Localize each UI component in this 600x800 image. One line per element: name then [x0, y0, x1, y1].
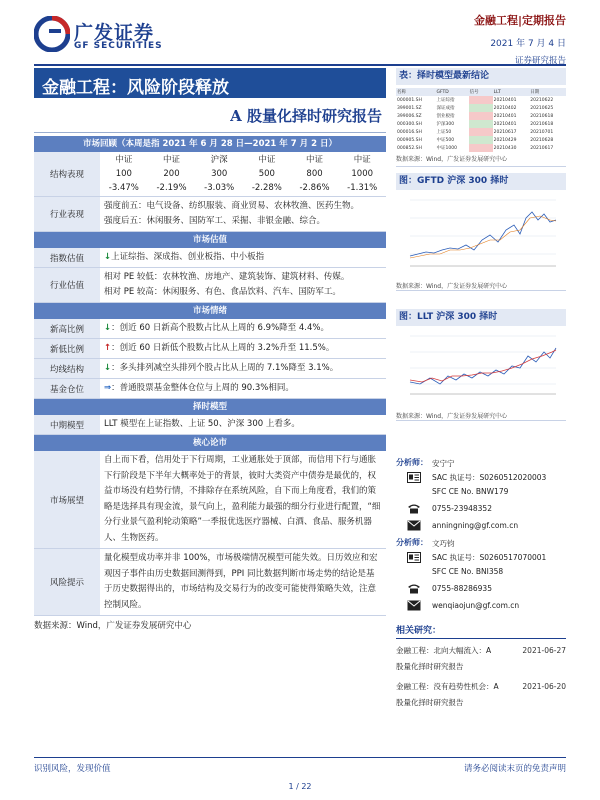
index-values-cell: -3.47% — [108, 183, 139, 193]
phone-icon — [396, 582, 432, 594]
index-values-cell: -3.03% — [204, 183, 235, 193]
risk-row — [34, 549, 386, 616]
outlook-label: 市场展望 — [34, 451, 100, 548]
analyst-phone: 0755-23948352 — [432, 504, 492, 513]
sentiment-content — [100, 359, 386, 378]
related-date: 2021-06-27 — [522, 646, 566, 655]
id-card-icon — [396, 471, 432, 483]
sentiment-row — [34, 319, 386, 339]
analyst-phone-row — [396, 582, 566, 596]
structure-row — [34, 152, 386, 197]
sidebar-column — [396, 68, 566, 711]
timing-row — [34, 415, 386, 435]
index-codes-cell: 800 — [306, 169, 323, 179]
timing-table-cell — [469, 136, 493, 144]
index-codes-cell: 100 — [115, 169, 132, 179]
llt-chart — [396, 326, 566, 406]
index-table — [100, 152, 386, 196]
core-view-bar: 核心论市 — [34, 435, 386, 451]
sentiment-content — [100, 339, 386, 358]
timing-table-cell: 20210402 — [493, 105, 517, 111]
timing-table-cell — [469, 120, 493, 128]
sentiment-content — [100, 379, 386, 398]
sentiment-content — [100, 319, 386, 338]
index-values-row — [100, 181, 386, 195]
footer-disclaimer: 请务必阅读末页的免责声明 — [463, 764, 566, 774]
industry-back: 强度后五：休闲服务、国防军工、采掘、非银金融、综合。 — [104, 216, 326, 226]
report-title: 金融工程：风险阶段释放 — [34, 68, 386, 98]
logo-cn-text: 广发证券 — [74, 22, 155, 44]
timing-table-cell: 中证500 — [436, 138, 455, 143]
analyst-phone-row — [396, 502, 566, 516]
analyst-name: 安宁宁 — [432, 459, 455, 468]
sentiment-text: ：多头排列减空头排列个股占比从上周的 7.1%降至 3.1%。 — [111, 363, 339, 373]
timing-text: LLT 模型在上证指数、上证 50、沪深 300 上看多。 — [104, 419, 300, 429]
analyst-sac: SAC 执证号：S0260512020003 — [432, 473, 547, 482]
timing-table-cell: GFTD — [436, 88, 469, 96]
gftd-chart-title: 图：GFTD 沪深 300 择时 — [396, 173, 566, 190]
analyst-name-row — [396, 457, 566, 471]
timing-table-cell — [469, 128, 493, 136]
related-item-line — [396, 643, 566, 659]
down-arrow-icon: ↓ — [104, 252, 112, 262]
gf-logo-icon — [34, 16, 70, 52]
timing-bar: 择时模型 — [34, 399, 386, 415]
llt-signal-line — [410, 350, 556, 382]
sentiment-label: 基金仓位 — [34, 379, 100, 398]
index-names-cell: 中证 — [353, 155, 371, 165]
timing-table-cell: 创业板指 — [436, 114, 455, 119]
timing-table-row — [396, 120, 566, 128]
sentiment-label: 新低比例 — [34, 339, 100, 358]
timing-table-cell: 000016.SH — [397, 129, 422, 135]
analyst-sfc: SFC CE No. BNW179 — [432, 487, 509, 496]
sentiment-bar: 市场情绪 — [34, 303, 386, 319]
risk-text: 量化模型成功率并非 100%，市场极端情况模型可能失效。日历效应和宏观因子事件由历史数据回测得到，PPI 同比数据判断市场走势的结论是基于历史数据得出的，市场结构及交易行为的改变可能使得策略失效，注意控制风险。 — [104, 553, 378, 610]
email-icon — [396, 599, 432, 611]
index-names-cell: 中证 — [115, 155, 133, 165]
industry-row — [34, 197, 386, 232]
timing-table-cell — [469, 96, 493, 104]
timing-table-cell: 20210401 — [493, 97, 517, 103]
summary-column — [34, 68, 386, 631]
timing-table-cell: 沪深300 — [436, 122, 455, 127]
index-names-cell: 中证 — [163, 155, 181, 165]
sentiment-row — [34, 339, 386, 359]
timing-table-cell: 399001.SZ — [397, 105, 422, 111]
timing-table-cell: LLT — [493, 88, 530, 96]
sentiment-text: ：创近 60 日新高个股数占比从上周的 6.9%降至 4.4%。 — [111, 323, 329, 333]
related-subtitle: 股量化择时研究报告 — [396, 698, 464, 707]
timing-table-cell: 上证50 — [436, 130, 452, 135]
related-date: 2021-06-20 — [522, 682, 566, 691]
analyst-cert — [432, 471, 566, 499]
llt-price-line — [410, 348, 556, 384]
phone-icon — [396, 502, 432, 514]
timing-table-cell: 信号 — [469, 88, 493, 96]
report-date: 2021 年 7 月 4 日 — [490, 39, 566, 49]
left-source: 数据来源：Wind，广发证券发展研究中心 — [34, 621, 192, 631]
timing-table-cell: 20210430 — [493, 145, 517, 151]
header-meta — [474, 12, 566, 66]
timing-table-cell: 名称 — [396, 88, 436, 96]
analyst-phone: 0755-88286935 — [432, 584, 492, 593]
index-names-cell: 中证 — [306, 155, 324, 165]
timing-table-cell: 20210617 — [493, 129, 517, 135]
related-research-heading: 相关研究： — [396, 623, 566, 639]
timing-table-cell: 20210628 — [530, 137, 554, 143]
sentiment-label: 均线结构 — [34, 359, 100, 378]
analyst-sac-row — [396, 471, 566, 499]
timing-table-cell: 20210622 — [530, 97, 554, 103]
timing-table-cell: 20210618 — [530, 121, 554, 127]
pe-low-text: 相对 PE 较低：农林牧渔、房地产、建筑装饰、建筑材料、传媒。 — [104, 272, 350, 282]
right-arrow-icon: ⇒ — [104, 383, 112, 393]
timing-table-cell: 399006.SZ — [397, 113, 422, 119]
industry-front: 强度前五：电气设备、纺织服装、商业贸易、农林牧渔、医药生物。 — [104, 201, 360, 211]
index-codes-row — [100, 167, 386, 181]
structure-label: 结构表现 — [34, 152, 100, 196]
footer-divider — [34, 757, 566, 758]
risk-label: 风险提示 — [34, 549, 100, 615]
timing-table-row — [396, 104, 566, 112]
index-codes-cell: 500 — [258, 169, 275, 179]
report-section: 证券研究报告 — [514, 56, 566, 66]
industry-valuation-row — [34, 268, 386, 303]
timing-table-cell: 日期 — [529, 88, 566, 96]
analyst-name-row — [396, 537, 566, 551]
analyst-sac: SAC 执证号：S0260517070001 — [432, 553, 547, 562]
timing-table-cell — [469, 104, 493, 112]
gftd-chart-source: 数据来源：Wind，广发证券发展研究中心 — [396, 283, 508, 290]
timing-table-cell: 20210625 — [530, 105, 554, 111]
analyst-block — [396, 457, 566, 613]
analyst-card — [396, 457, 566, 533]
logo-en-text: GF SECURITIES — [74, 41, 163, 51]
analyst-email: wenqiaojun@gf.com.cn — [432, 601, 520, 610]
llt-chart-title: 图：LLT 沪深 300 择时 — [396, 309, 566, 326]
index-codes-cell: 300 — [211, 169, 228, 179]
page-number: 1 / 22 — [288, 782, 312, 791]
index-codes-cell: 1000 — [351, 169, 374, 179]
index-names-row — [100, 153, 386, 167]
timing-label: 中期模型 — [34, 415, 100, 434]
index-values-cell: -2.19% — [156, 183, 187, 193]
market-review-bar: 市场回顾（本周是指 2021 年 6 月 28 日—2021 年 7 月 2 日） — [34, 136, 386, 152]
timing-table-cell: 中证1000 — [436, 146, 457, 151]
outlook-text: 自上而下看，信用处于下行周期，工业通胀处于顶部，而信用下行与通胀下行阶段是下半年大概率处于的背景，彼时大类资产中债券是最优的，权益市场没有趋势行情，不排除存在系统风险，自下而上角度看，我们的策略是选择具有现金流，景气向上，盈利能力最强的细分行业进行配置，“细分行业景气盈利轮动策略”一季报优选医疗器械、白酒、食品、服务机器人、生物医药。 — [104, 455, 381, 543]
timing-table-source: 数据来源：Wind，广发证券发展研究中心 — [396, 156, 508, 163]
index-names-cell: 中证 — [258, 155, 276, 165]
index-valuation-label: 指数估值 — [34, 248, 100, 267]
timing-table-cell: 20210401 — [493, 113, 517, 119]
timing-table-cell: 000001.SH — [397, 97, 422, 103]
footer-slogan: 识别风险，发现价值 — [34, 764, 111, 774]
related-item — [396, 679, 566, 711]
timing-table-cell: 20210617 — [530, 145, 554, 151]
index-values-cell: -2.28% — [251, 183, 282, 193]
analyst-name: 文巧钧 — [432, 539, 455, 548]
header-divider — [34, 64, 566, 66]
industry-valuation-label: 行业估值 — [34, 268, 100, 302]
sentiment-row — [34, 379, 386, 399]
down-arrow-icon: ↓ — [104, 323, 112, 333]
analyst-card — [396, 537, 566, 613]
timing-table-cell: 深证成指 — [436, 106, 455, 111]
timing-table-cell: 20210401 — [493, 121, 517, 127]
down-arrow-icon: ↓ — [104, 363, 112, 373]
timing-table-row — [396, 112, 566, 120]
email-icon — [396, 519, 432, 531]
llt-chart-box — [396, 326, 566, 421]
index-valuation-text: 上证综指、深成指、创业板指、中小板指 — [111, 252, 265, 262]
timing-table-cell: 000905.SH — [397, 137, 422, 143]
timing-table-row — [396, 96, 566, 104]
sentiment-text: ：创近 60 日新低个股数占比从上周的 3.2%升至 11.5%。 — [111, 343, 335, 353]
sentiment-row — [34, 359, 386, 379]
timing-table-cell: 20210618 — [530, 113, 554, 119]
analyst-email: anningning@gf.com.cn — [432, 521, 519, 530]
timing-table-cell: 上证综指 — [436, 98, 455, 103]
analyst-label: 分析师： — [396, 538, 428, 547]
timing-table-row — [396, 88, 566, 96]
timing-table-cell — [469, 144, 493, 152]
analyst-email-row — [396, 519, 566, 533]
timing-table-cell — [469, 112, 493, 120]
report-subtitle: A 股量化择时研究报告 — [34, 98, 386, 133]
analyst-label: 分析师： — [396, 458, 428, 467]
llt-chart-source: 数据来源：Wind，广发证券发展研究中心 — [396, 413, 508, 420]
id-card-icon — [396, 551, 432, 563]
industry-label: 行业表现 — [34, 197, 100, 231]
timing-table-title: 表：择时模型最新结论 — [396, 68, 566, 85]
analyst-sac-row — [396, 551, 566, 579]
gftd-chart-box — [396, 190, 566, 291]
timing-table-row — [396, 144, 566, 152]
up-arrow-icon: ↑ — [104, 343, 112, 353]
index-names-cell: 沪深 — [210, 155, 228, 165]
outlook-row — [34, 451, 386, 549]
analyst-email-row — [396, 599, 566, 613]
related-item — [396, 643, 566, 675]
related-item-line — [396, 679, 566, 695]
index-codes-cell: 200 — [163, 169, 180, 179]
timing-table-row — [396, 128, 566, 136]
related-title: 金融工程：没有趋势性机会：A — [396, 682, 499, 691]
analyst-cert — [432, 551, 566, 579]
related-research-list — [396, 643, 566, 711]
pe-high-text: 相对 PE 较高：休闲服务、有色、食品饮料、汽车、国防军工。 — [104, 287, 341, 297]
index-values-cell: -1.31% — [347, 183, 378, 193]
valuation-bar: 市场估值 — [34, 232, 386, 248]
timing-table-cell: 20210429 — [493, 137, 517, 143]
timing-table-cell: 000300.SH — [397, 121, 422, 127]
index-valuation-row — [34, 248, 386, 268]
timing-table — [396, 88, 566, 152]
gftd-chart — [396, 190, 566, 276]
index-values-cell: -2.86% — [299, 183, 330, 193]
timing-table-cell: 20210701 — [530, 129, 554, 135]
report-type: 金融工程|定期报告 — [473, 14, 566, 27]
sentiment-text: ：普通股票基金整体仓位与上周的 90.3%相同。 — [111, 383, 294, 393]
related-title: 金融工程：北向大幅流入：A — [396, 646, 492, 655]
sentiment-rows — [34, 319, 386, 399]
sentiment-label: 新高比例 — [34, 319, 100, 338]
timing-table-box — [396, 85, 566, 167]
timing-table-row — [396, 136, 566, 144]
gf-logo — [34, 16, 174, 54]
analyst-sfc: SFC CE No. BNI358 — [432, 567, 504, 576]
related-subtitle: 股量化择时研究报告 — [396, 662, 464, 671]
timing-table-cell: 000852.SH — [397, 145, 422, 151]
